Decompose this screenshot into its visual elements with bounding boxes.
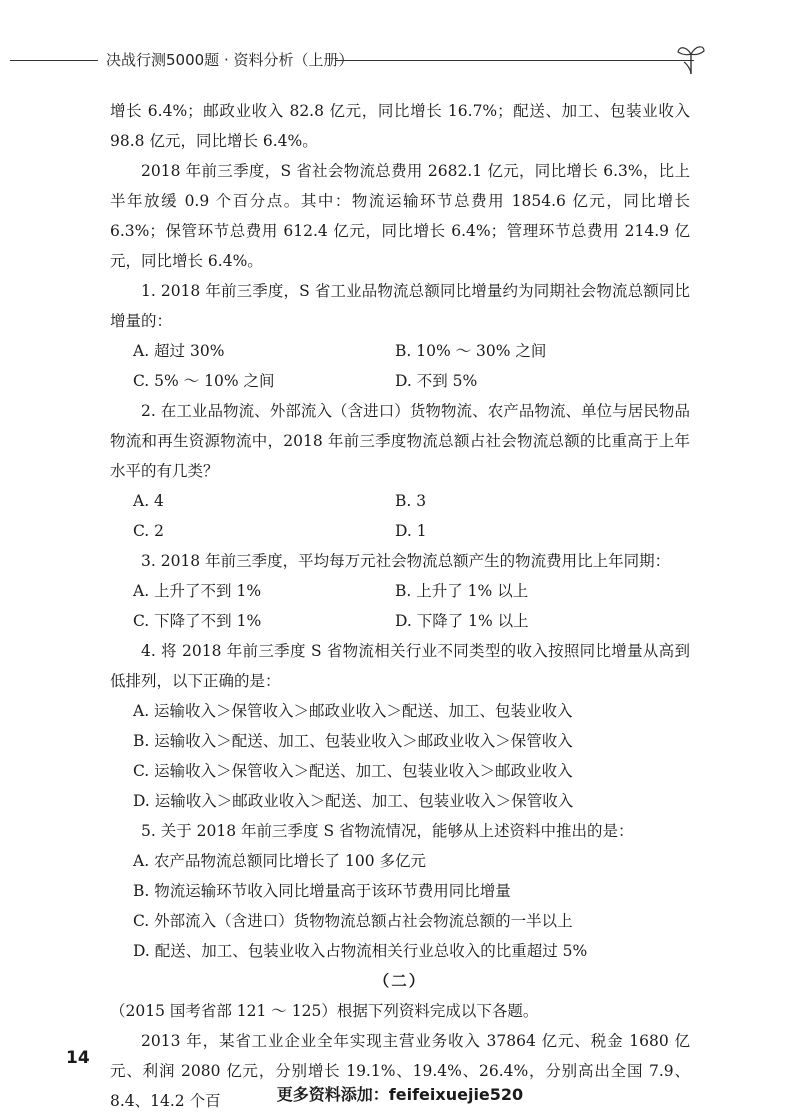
option-d: D. 下降了 1% 以上 <box>395 612 529 630</box>
question-1-stem: 1. 2018 年前三季度，S 省工业品物流总额同比增量约为同期社会物流总额同比增量的： <box>110 282 690 330</box>
option-c: C. 运输收入＞保管收入＞配送、加工、包装业收入＞邮政业收入 <box>133 762 573 780</box>
option-c: C. 5% ～ 10% 之间 <box>133 372 275 390</box>
section-paragraph: 2013 年，某省工业企业全年实现主营业务收入 37864 亿元、税金 1680 亿元、利润 2080 亿元，分别增长 19.1%、19.4%、26.4%，分别高出全国 7.9、8.4、14.2 个百 <box>110 1032 690 1110</box>
option-a: A. 农产品物流总额同比增长了 100 多亿元 <box>133 852 426 870</box>
option-b: B. 3 <box>395 492 427 510</box>
option-d: D. 配送、加工、包装业收入占物流相关行业总收入的比重超过 5% <box>133 942 588 960</box>
footer-note: 更多资料添加：feifeixuejie520 <box>276 1085 524 1104</box>
page-content <box>110 96 690 1116</box>
section-source: （2015 国考省部 121 ～ 125）根据下列资料完成以下各题。 <box>110 1002 539 1020</box>
header-rule-left <box>10 60 98 61</box>
option-b: B. 物流运输环节收入同比增量高于该环节费用同比增量 <box>133 882 511 900</box>
question-4-stem: 4. 将 2018 年前三季度 S 省物流相关行业不同类型的收入按照同比增量从高到低排列，以下正确的是： <box>110 642 690 690</box>
option-b: B. 上升了 1% 以上 <box>395 582 529 600</box>
question-2-stem: 2. 在工业品物流、外部流入（含进口）货物物流、农产品物流、单位与居民物品物流和再生资源物流中，2018 年前三季度物流总额占社会物流总额的比重高于上年水平的有几类？ <box>110 402 690 480</box>
page-number: 14 <box>66 1048 90 1068</box>
book-title: 决战行测5000题 · 资料分析（上册） <box>106 51 354 69</box>
option-a: A. 超过 30% <box>133 342 225 360</box>
option-b: B. 运输收入＞配送、加工、包装业收入＞邮政业收入＞保管收入 <box>133 732 573 750</box>
intro-paragraph: 2018 年前三季度，S 省社会物流总费用 2682.1 亿元，同比增长 6.3%，比上半年放缓 0.9 个百分点。其中：物流运输环节总费用 1854.6 亿元，同比增长 6.3%；保管环节总费用 612.4 亿元，同比增长 6.4%；管理环节总费用 214.9 亿元，同比增长 6.4%。 <box>110 162 690 270</box>
option-a: A. 上升了不到 1% <box>133 582 262 600</box>
option-c: C. 外部流入（含进口）货物物流总额占社会物流总额的一半以上 <box>133 912 573 930</box>
question-3-options <box>110 576 690 636</box>
question-2-options <box>110 486 690 546</box>
question-3-stem: 3. 2018 年前三季度，平均每万元社会物流总额产生的物流费用比上年同期： <box>141 552 671 570</box>
option-b: B. 10% ～ 30% 之间 <box>395 342 547 360</box>
option-d: D. 不到 5% <box>395 372 478 390</box>
intro-continuation: 增长 6.4%；邮政业收入 82.8 亿元，同比增长 16.7%；配送、加工、包装业收入 98.8 亿元，同比增长 6.4%。 <box>110 102 690 150</box>
option-a: A. 运输收入＞保管收入＞邮政业收入＞配送、加工、包装业收入 <box>133 702 573 720</box>
option-c: C. 下降了不到 1% <box>133 612 262 630</box>
section-heading: （二） <box>373 971 427 990</box>
option-d: D. 运输收入＞邮政业收入＞配送、加工、包装业收入＞保管收入 <box>133 792 574 810</box>
sprout-icon <box>676 40 706 76</box>
question-5-stem: 5. 关于 2018 年前三季度 S 省物流情况，能够从上述资料中推出的是： <box>141 822 634 840</box>
header-rule-right <box>336 60 694 61</box>
option-a: A. 4 <box>133 492 164 510</box>
option-c: C. 2 <box>133 522 165 540</box>
option-d: D. 1 <box>395 522 427 540</box>
running-header <box>0 46 800 76</box>
question-1-options <box>110 336 690 396</box>
